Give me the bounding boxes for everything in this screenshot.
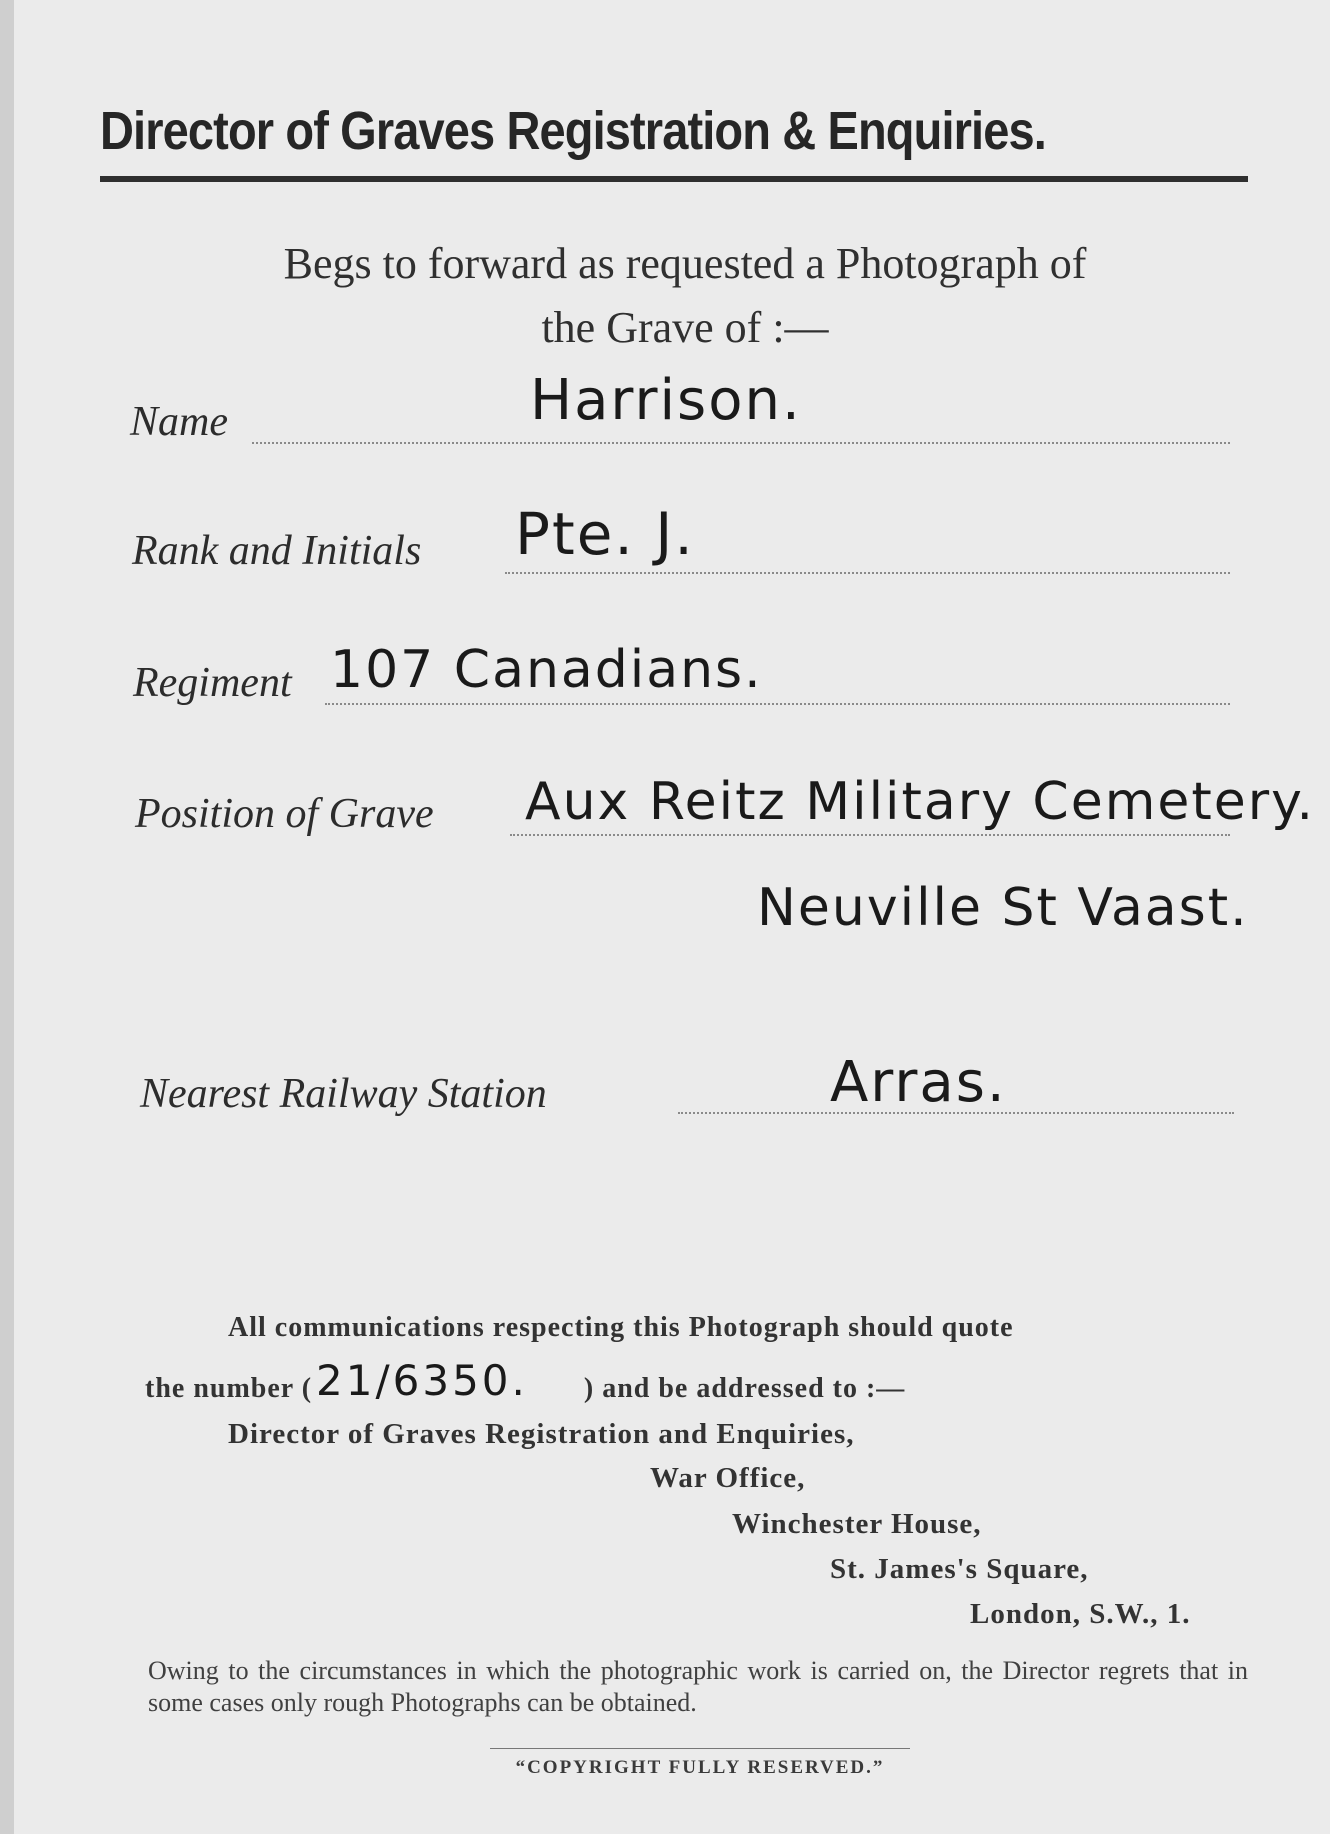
- station-value: Arras.: [830, 1050, 1007, 1115]
- rank-value: Pte. J.: [515, 500, 695, 568]
- reference-number: 21/6350.: [316, 1356, 528, 1405]
- address-line-4: St. James's Square,: [830, 1553, 1089, 1585]
- position-value-line-2: Neuville St Vaast.: [757, 878, 1249, 938]
- station-label: Nearest Railway Station: [140, 1071, 547, 1117]
- regiment-dotted-line: [325, 703, 1230, 705]
- intro-text: [160, 232, 1210, 360]
- name-label: Name: [130, 399, 228, 445]
- copyright-rule: [490, 1748, 910, 1749]
- quality-notice: Owing to the circumstances in which the photographic work is carried on, the Director regrets that in some cases only rough Photographs can be obtained.: [148, 1656, 1248, 1717]
- rank-label: Rank and Initials: [132, 528, 422, 574]
- position-dotted-line: [510, 834, 1230, 836]
- rank-dotted-line: [505, 572, 1230, 574]
- document-title: Director of Graves Registration & Enquiries.: [100, 101, 1046, 161]
- intro-line-2: the Grave of :—: [541, 303, 829, 352]
- intro-line-1: Begs to forward as requested a Photograph of: [283, 239, 1087, 288]
- address-line-3: Winchester House,: [732, 1508, 982, 1540]
- communications-line-1: All communications respecting this Photograph should quote: [228, 1312, 1014, 1343]
- name-value: Harrison.: [530, 368, 802, 433]
- regiment-label: Regiment: [133, 660, 292, 706]
- position-label: Position of Grave: [135, 791, 434, 837]
- position-value-line-1: Aux Reitz Military Cemetery.: [525, 772, 1316, 832]
- title-underline: [100, 176, 1248, 182]
- communications-line-2: [145, 1358, 1245, 1407]
- card-edge: [0, 0, 14, 1834]
- address-line-5: London, S.W., 1.: [970, 1598, 1191, 1630]
- copyright-notice: “COPYRIGHT FULLY RESERVED.”: [515, 1757, 885, 1778]
- regiment-value: 107 Canadians.: [330, 640, 763, 700]
- communications-suffix: ) and be addressed to :—: [583, 1373, 906, 1404]
- name-dotted-line: [252, 442, 1230, 444]
- communications-prefix: the number (: [145, 1373, 313, 1404]
- address-line-2: War Office,: [650, 1462, 806, 1494]
- address-line-1: Director of Graves Registration and Enquiries,: [228, 1418, 855, 1450]
